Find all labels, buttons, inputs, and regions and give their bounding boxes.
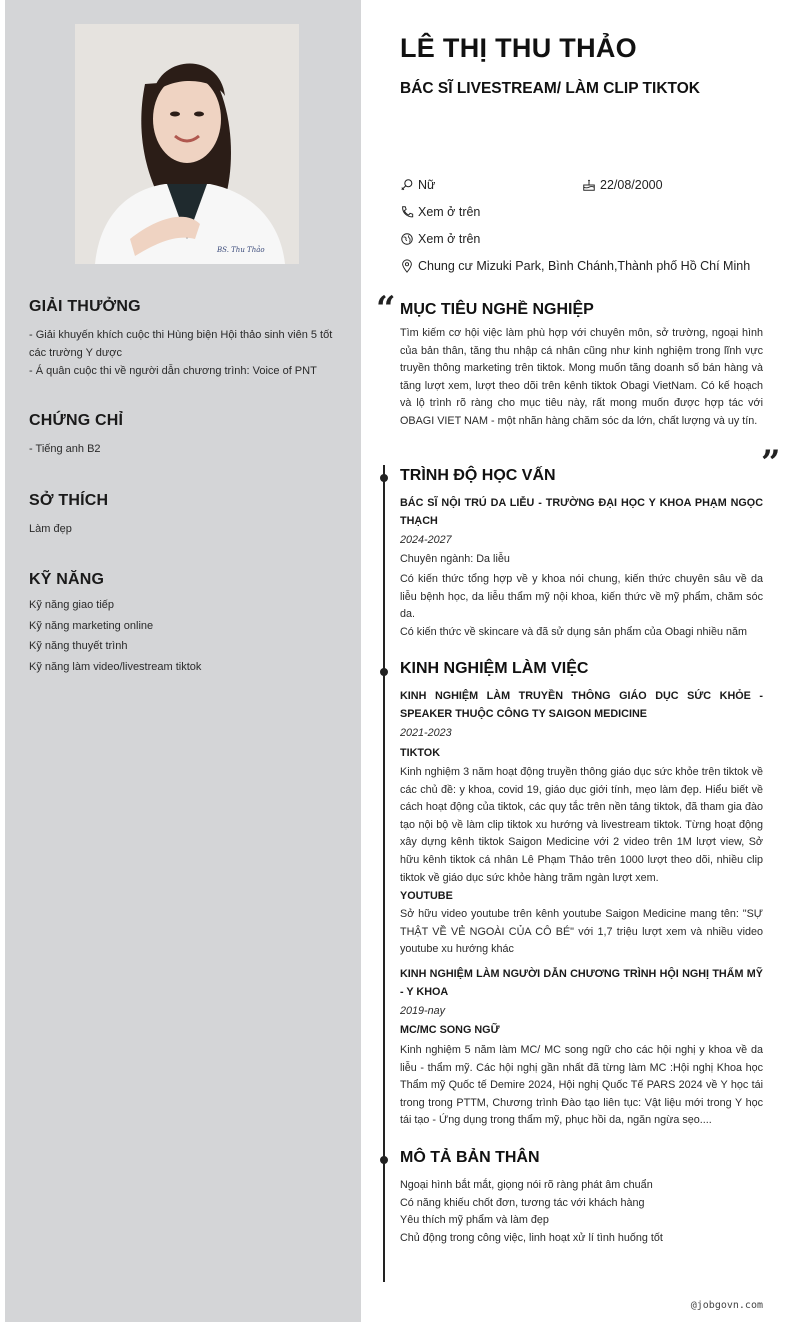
objective-title: MỤC TIÊU NGHỀ NGHIỆP xyxy=(400,301,594,318)
close-quote-icon: ” xyxy=(761,443,781,483)
skill-item: Kỹ năng làm video/livestream tiktok xyxy=(29,660,202,673)
job-description: Sở hữu video youtube trên kênh youtube Saigon Medicine mang tên: "SỰ THẬT VỀ VẺ NGOÀI CỦA CÔ BÉ" với 1,7 triệu lượt xem và nhiều video youtube xu hướng khác xyxy=(400,908,763,956)
about-item: Có năng khiếu chốt đơn, tương tác với khách hàng xyxy=(400,1197,645,1209)
phone-info xyxy=(400,205,480,219)
location-pin-icon xyxy=(400,259,414,273)
award-item: - Á quân cuộc thi về người dẫn chương trình: Voice of PNT xyxy=(29,365,317,377)
education-desc: Có kiến thức tổng hợp về y khoa nói chung, kiến thức chuyên sâu về da liễu bệnh học, da liễu thẩm mỹ nội khoa, kiến thức về mỹ phẩm, chăm sóc da. xyxy=(400,573,763,621)
cake-icon xyxy=(582,178,596,192)
job-heading: KINH NGHIỆM LÀM TRUYỀN THÔNG GIÁO DỤC SỨC KHỎE - SPEAKER THUỘC CÔNG TY SAIGON MEDICINE xyxy=(400,690,763,720)
globe-icon xyxy=(400,232,414,246)
birthday-value: 22/08/2000 xyxy=(600,178,663,192)
awards-title: GIẢI THƯỞNG xyxy=(29,298,141,315)
profile-photo xyxy=(75,24,299,264)
education-title: TRÌNH ĐỘ HỌC VẤN xyxy=(400,467,556,484)
award-item: - Giải khuyến khích cuộc thi Hùng biện Hội thảo sinh viên 5 tốt xyxy=(29,329,333,341)
award-item: các trường Y dược xyxy=(29,347,122,359)
phone-icon xyxy=(400,205,414,219)
hobbies-title: SỞ THÍCH xyxy=(29,492,109,509)
education-desc: Có kiến thức về skincare và đã sử dụng sản phẩm của Obagi nhiều năm xyxy=(400,626,747,638)
open-quote-icon: “ xyxy=(376,289,396,329)
birthday-info xyxy=(582,178,663,192)
address-info xyxy=(400,259,750,273)
about-item: Chủ động trong công việc, linh hoạt xử lí tình huống tốt xyxy=(400,1232,663,1244)
certificates-title: CHỨNG CHỈ xyxy=(29,412,124,429)
svg-text:BS. Thu Thảo: BS. Thu Thảo xyxy=(217,246,265,254)
skills-section xyxy=(29,571,349,677)
skill-item: Kỹ năng marketing online xyxy=(29,619,154,632)
job-heading: KINH NGHIỆM LÀM NGƯỜI DẪN CHƯƠNG TRÌNH HỘI NGHỊ THẨM MỸ - Y KHOA xyxy=(400,968,763,998)
skills-title: KỸ NĂNG xyxy=(29,571,105,588)
objective-text: Tìm kiếm cơ hội việc làm phù hợp với chuyên môn, sở trường, ngoại hình của bản thân, tăng thu nhập cá nhân cũng như kinh nghiệm trong lĩnh vực truyền thông marketing trên tiktok. Mong muốn tăng doanh số bán hàng và tăng lượt xem, lượt theo dõi trên kênh tiktok Obagi VietNam. Có kế hoạch và lộ trình rõ ràng cho mục tiêu này, rất mong muốn được hợp tác với OBAGI VIET NAM - một nhãn hàng chăm sóc da lớn, chất lượng và uy tín. xyxy=(400,327,763,427)
skill-item: Kỹ năng thuyết trình xyxy=(29,640,128,652)
hobbies-section xyxy=(29,492,349,538)
phone-value: Xem ở trên xyxy=(418,205,481,219)
awards-section xyxy=(29,298,349,380)
candidate-name: LÊ THỊ THU THẢO xyxy=(400,33,637,63)
gender-info xyxy=(400,178,435,192)
about-title: MÔ TẢ BẢN THÂN xyxy=(400,1149,540,1166)
job-subheading: YOUTUBE xyxy=(400,890,453,902)
experience-title: KINH NGHIỆM LÀM VIỆC xyxy=(400,660,589,677)
job-period: 2019-nay xyxy=(400,1005,446,1017)
skill-item: Kỹ năng giao tiếp xyxy=(29,599,115,611)
job-subheading: MC/MC SONG NGỮ xyxy=(400,1024,500,1036)
address-value: Chung cư Mizuki Park, Bình Chánh,Thành phố Hồ Chí Minh xyxy=(418,259,751,273)
job-subheading: TIKTOK xyxy=(400,747,440,759)
certificates-section xyxy=(29,412,349,458)
timeline-dot xyxy=(380,668,388,676)
job-period: 2021-2023 xyxy=(400,727,452,739)
timeline-dot xyxy=(380,1156,388,1164)
certificate-item: - Tiếng anh B2 xyxy=(29,443,101,455)
education-period: 2024-2027 xyxy=(400,534,452,546)
job-description: Kinh nghiệm 3 năm hoạt động truyền thông giáo dục sức khỏe trên tiktok về các chủ đề: y khoa, covid 19, giáo dục giới tính, mẹo làm đẹp. Hiểu biết về cách hoạt động của tiktok, các quy tắc trên nền tảng tiktok, đã tham gia đào tạo nội bộ về làm clip tiktok xu hướng và livestream tiktok. Từng hoạt động xây dựng kênh tiktok Saigon Medicine với 2 video trên 1M lượt view, Sở hữu kênh tiktok cá nhân Lê Phạm Thảo trên 1000 lượt theo dõi, nhiều clip tiktok về giáo dục sức khỏe hàng trăm ngàn lượt xem. xyxy=(400,766,763,884)
email-value: Xem ở trên xyxy=(418,232,481,246)
education-major: Chuyên ngành: Da liễu xyxy=(400,553,510,565)
education-school: BÁC SĨ NỘI TRÚ DA LIỄU - TRƯỜNG ĐẠI HỌC Y KHOA PHẠM NGỌC THẠCH xyxy=(400,497,763,527)
about-item: Ngoại hình bắt mắt, giọng nói rõ ràng phát âm chuẩn xyxy=(400,1179,653,1191)
job-title: BÁC SĨ LIVESTREAM/ LÀM CLIP TIKTOK xyxy=(400,80,700,97)
gender-value: Nữ xyxy=(418,178,436,192)
hobby-item: Làm đẹp xyxy=(29,523,72,535)
job-description: Kinh nghiệm 5 năm làm MC/ MC song ngữ cho các hội nghị y khoa về da liễu - thẩm mỹ. Các hội nghị gần nhất đã từng làm MC :Hội nghị Khoa học Thẩm mỹ Quốc tế Demire 2024, Hội nghị Quốc Tế PARS 2024 về Y học tái trong trong PTTM, Chương trình Đào tạo liên tục: Vật liệu mới trong Y học tái tạo - Ứng dụng trong thẩm mỹ, phục hồi da, ngăn ngừa sẹo.... xyxy=(400,1044,763,1127)
gender-icon xyxy=(400,178,414,192)
about-item: Yêu thích mỹ phẩm và làm đẹp xyxy=(400,1214,549,1226)
watermark: @jobgovn.com xyxy=(690,1300,763,1311)
timeline-dot xyxy=(380,474,388,482)
email-info xyxy=(400,232,480,246)
